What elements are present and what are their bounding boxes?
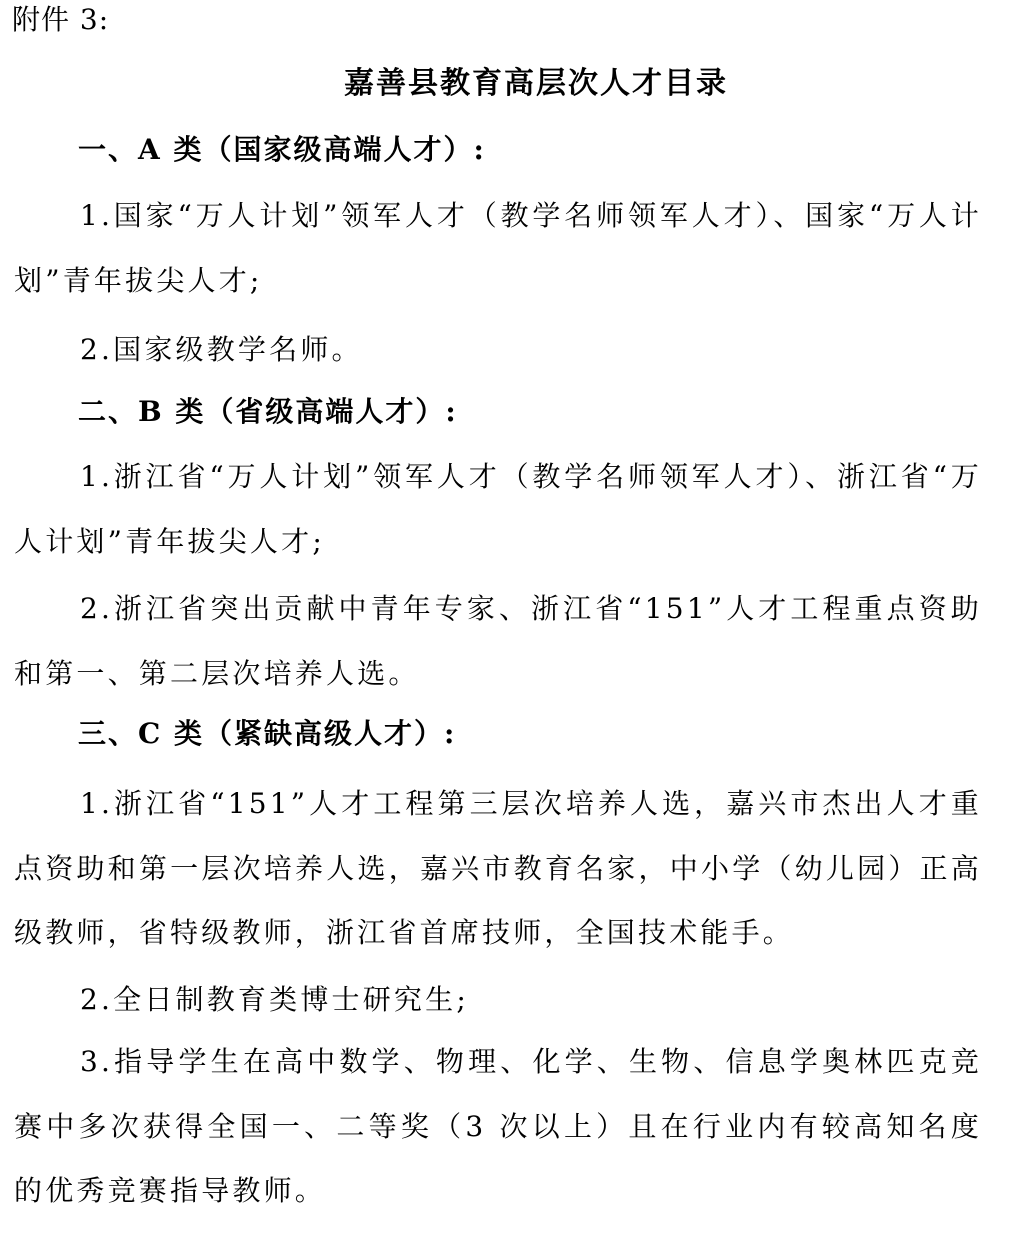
section-heading-c: 三、C 类（紧缺高级人才）: bbox=[78, 717, 457, 750]
section-b-item-2: 2.浙江省突出贡献中青年专家、浙江省“151”人才工程重点资助和第一、第二层次培养人选。 bbox=[14, 592, 982, 690]
attachment-label: 附件 3: bbox=[12, 3, 110, 36]
section-heading-a: 一、A 类（国家级高端人才）: bbox=[78, 133, 486, 166]
section-c-item-3: 3.指导学生在高中数学、物理、化学、生物、信息学奥林匹克竞赛中多次获得全国一、二等奖（3 次以上）且在行业内有较高知名度的优秀竞赛指导教师。 bbox=[14, 1045, 982, 1207]
section-a-item-2: 2.国家级教学名师。 bbox=[80, 333, 363, 366]
section-b-item-1: 1.浙江省“万人计划”领军人才（教学名师领军人才）、浙江省“万人计划”青年拔尖人才; bbox=[14, 460, 982, 558]
section-c-item-1: 1.浙江省“151”人才工程第三层次培养人选，嘉兴市杰出人才重点资助和第一层次培养人选，嘉兴市教育名家，中小学（幼儿园）正高级教师，省特级教师，浙江省首席技师，全国技术能手。 bbox=[14, 787, 982, 949]
document-title: 嘉善县教育高层次人才目录 bbox=[344, 66, 728, 101]
section-a-item-1: 1.国家“万人计划”领军人才（教学名师领军人才）、国家“万人计划”青年拔尖人才; bbox=[14, 199, 982, 297]
section-heading-b: 二、B 类（省级高端人才）: bbox=[78, 395, 458, 428]
section-c-item-2: 2.全日制教育类博士研究生; bbox=[80, 983, 469, 1016]
